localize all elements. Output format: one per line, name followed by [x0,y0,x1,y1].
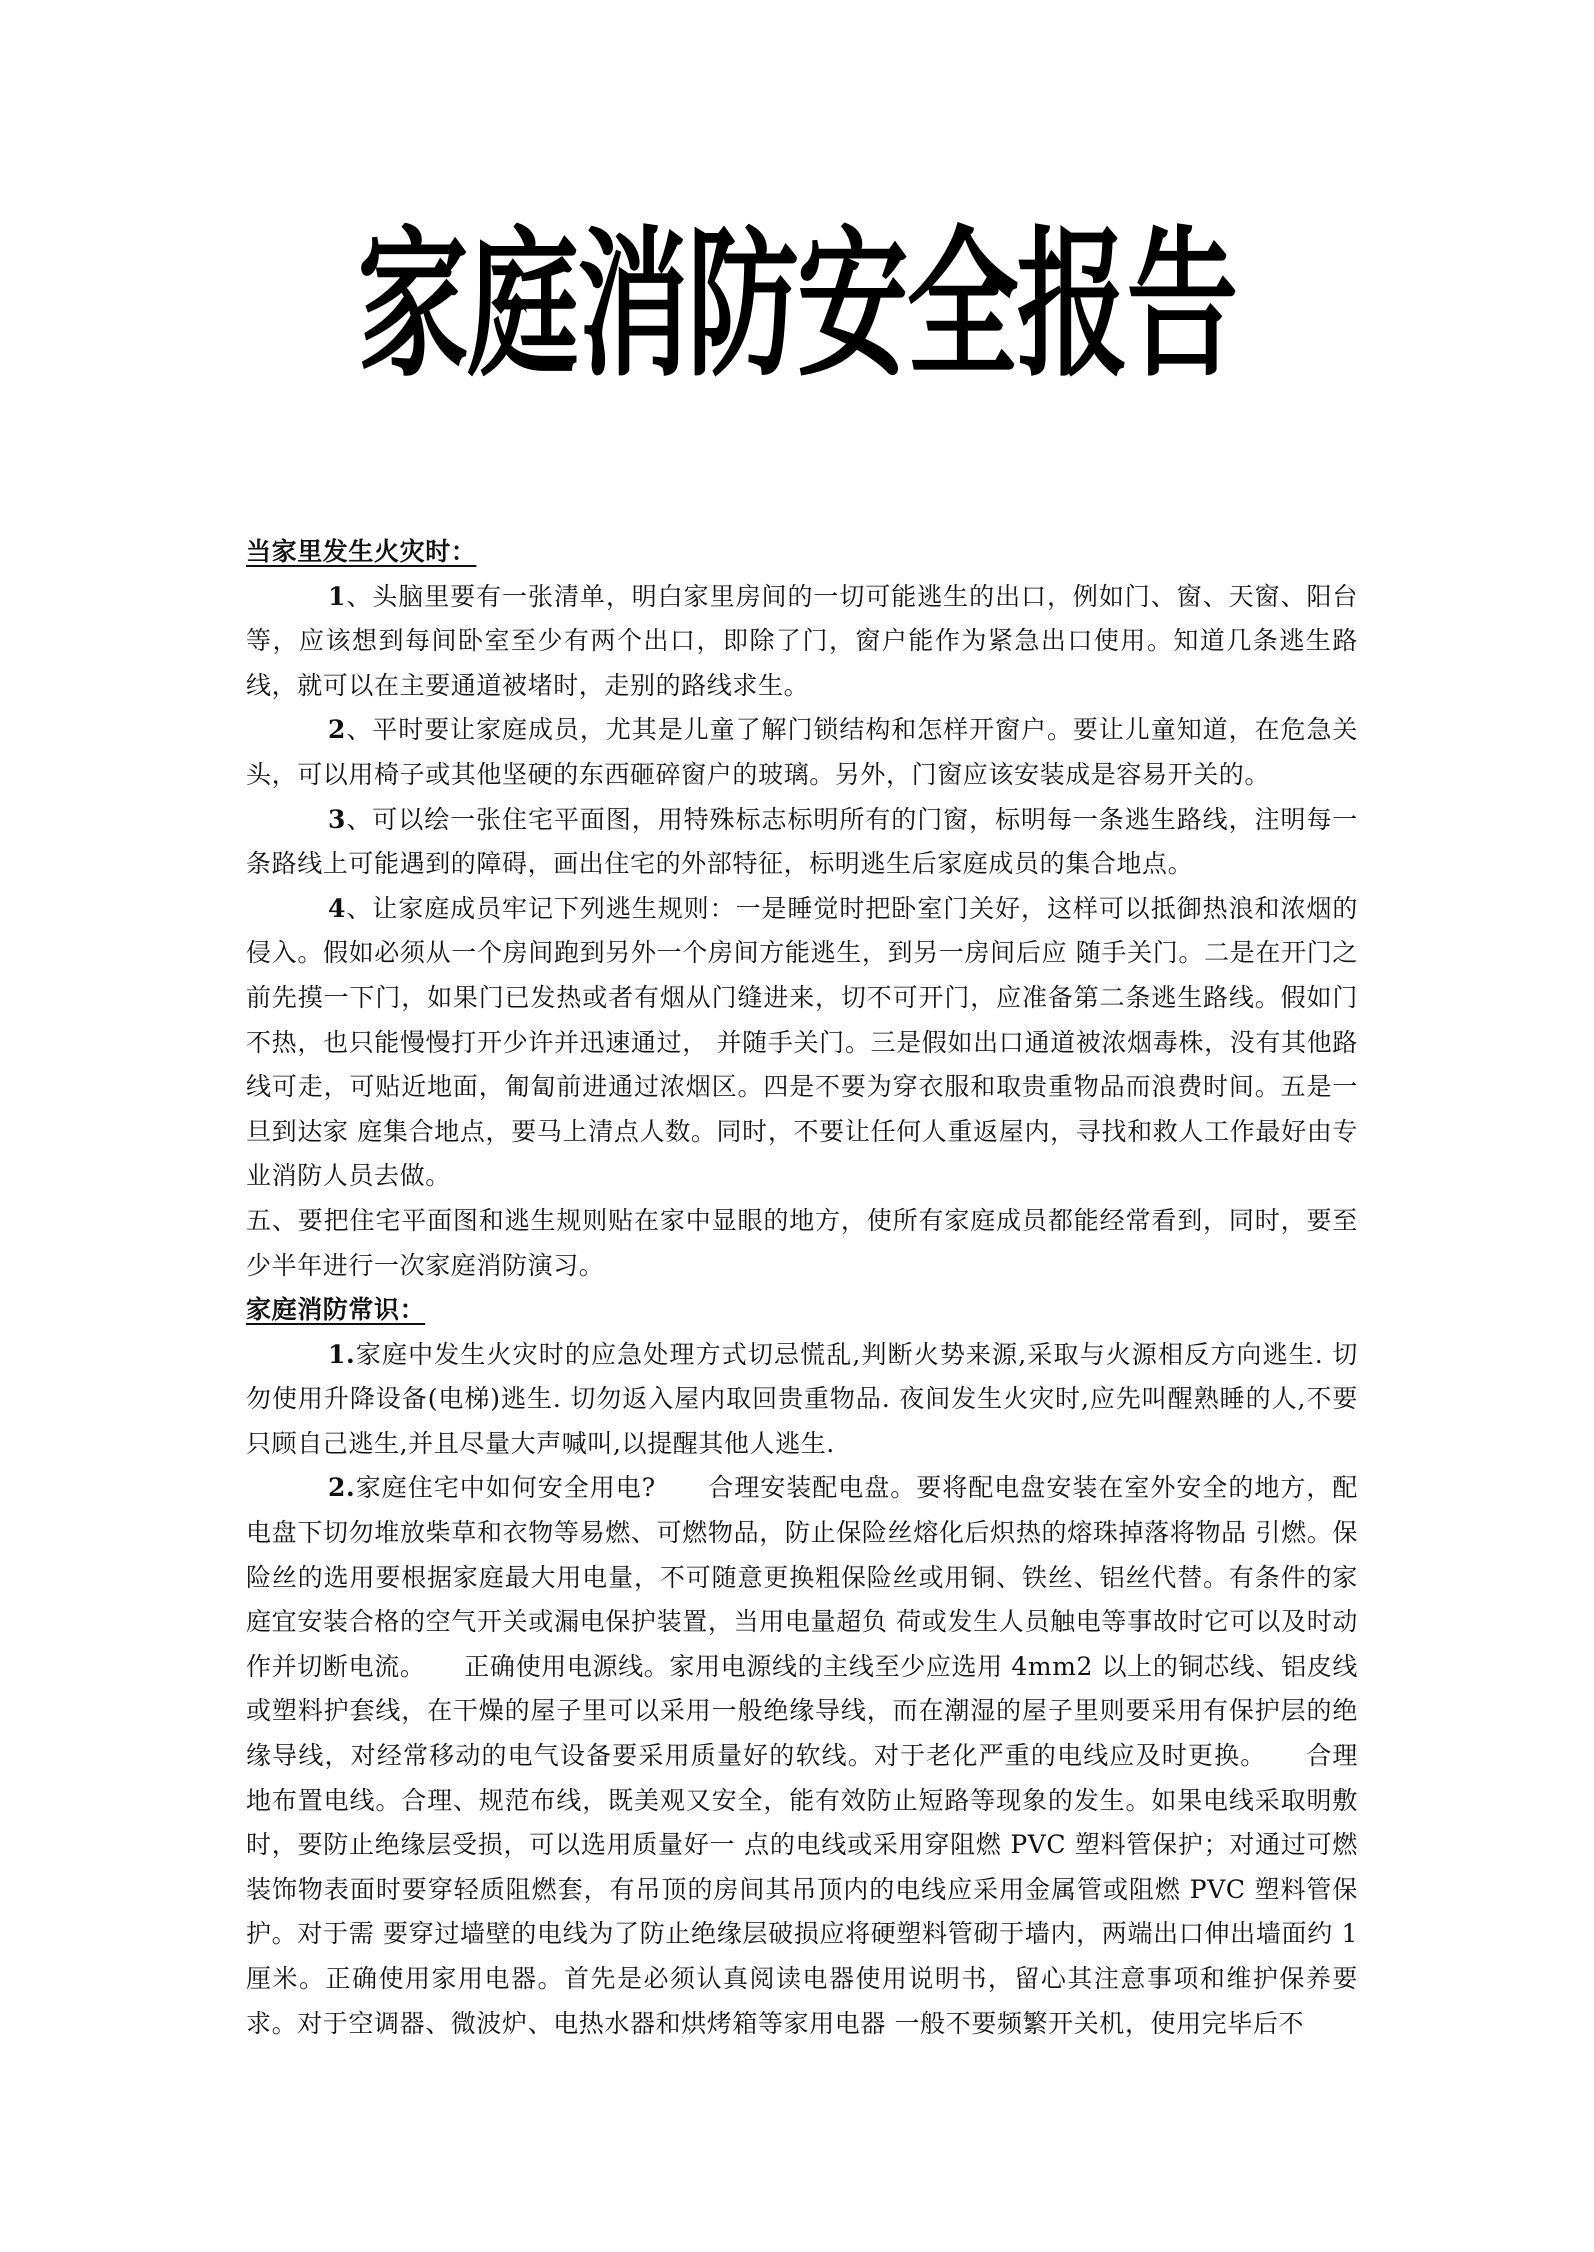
section-heading: 当家里发生火灾时： [246,537,477,566]
section-fire-at-home [246,530,1358,1288]
paragraph [246,708,1358,797]
paragraph-number: 2 [328,715,346,745]
paragraph-number: 1. [328,1339,356,1369]
document-title: 家庭消防安全报告 [357,212,1237,400]
paragraph [246,1333,1358,1467]
paragraph-text: 家庭住宅中如何安全用电? 合理安装配电盘。要将配电盘安装在室外安全的地方，配电盘下切勿堆放柴草和衣物等易燃、可燃物品，防止保险丝熔化后炽热的熔珠掉落将物品 引燃。保险丝的选用要根据家庭最大用电量，不可随意更换粗保险丝或用铜、铁丝、铝丝代替。有条件的家庭宜安装合格的空气开关或漏电保护装置，当用电量超负 荷或发生人员触电等事故时它可以及时动作并切断电流。 正确使用电源线。家用电源线的主线至少应选用 4mm2 以上的铜芯线、铝皮线或塑料护套线，在干燥的屋子里可以采用一般绝缘导线，而在潮湿的屋子里则要采用有保护层的绝缘导线，对经常移动的电气设备要采用质量好的软线。对于老化严重的电线应及时更换。 合理地布置电线。合理、规范布线，既美观又安全，能有效防止短路等现象的发生。如果电线采取明敷时，要防止绝缘层受损，可以选用质量好一 点的电线或采用穿阻燃 PVC 塑料管保护；对通过可燃装饰物表面时要穿轻质阻燃套，有吊顶的房间其吊顶内的电线应采用金属管或阻燃 PVC 塑料管保护。对于需 要穿过墙壁的电线为了防止绝缘层破损应将硬塑料管砌于墙内，两端出口伸出墙面约 1 厘米。正确使用家用电器。首先是必须认真阅读电器使用说明书，留心其注意事项和维护保养要求。对于空调器、微波炉、电热水器和烘烤箱等家用电器 一般不要频繁开关机，使用完毕后不 [246,1473,1358,2038]
paragraph-number: 3 [328,804,346,834]
paragraph [246,798,1358,887]
paragraph-text: 、让家庭成员牢记下列逃生规则：一是睡觉时把卧室门关好，这样可以抵御热浪和浓烟的侵入。假如必须从一个房间跑到另外一个房间方能逃生，到另一房间后应 随手关门。二是在开门之前先摸一下门，如果门已发热或者有烟从门缝进来，切不可开门，应准备第二条逃生路线。假如门不热，也只能慢慢打开少许并迅速通过， 并随手关门。三是假如出口通道被浓烟毒株，没有其他路线可走，可贴近地面，匍匐前进通过浓烟区。四是不要为穿衣服和取贵重物品而浪费时间。五是一旦到达家 庭集合地点，要马上清点人数。同时，不要让任何人重返屋内，寻找和救人工作最好由专业消防人员去做。 [246,893,1358,1191]
document-body [246,530,1358,2046]
section-heading: 家庭消防常识： [246,1295,426,1325]
paragraph [246,887,1358,1199]
paragraph-text: 、平时要让家庭成员，尤其是儿童了解门锁结构和怎样开窗户。要让儿童知道，在危急关头，可以用椅子或其他坚硬的东西砸碎窗户的玻璃。另外，门窗应该安装成是容易开关的。 [246,715,1358,789]
paragraph-number: 2. [328,1473,356,1503]
paragraph [246,1466,1358,2046]
section-home-fire-knowledge [246,1288,1358,2046]
paragraph-number: 4 [328,893,346,923]
paragraph [246,1199,1358,1288]
paragraph-text: 、可以绘一张住宅平面图，用特殊标志标明所有的门窗，标明每一条逃生路线，注明每一条路线上可能遇到的障碍，画出住宅的外部特征，标明逃生后家庭成员的集合地点。 [246,804,1358,879]
paragraph [246,575,1358,709]
paragraph-text: 家庭中发生火灾时的应急处理方式切忌慌乱,判断火势来源,采取与火源相反方向逃生. 切勿使用升降设备(电梯)逃生. 切勿返入屋内取回贵重物品. 夜间发生火灾时,应先叫醒熟睡的人,不要只顾自己逃生,并且尽量大声喊叫,以提醒其他人逃生. [246,1339,1358,1458]
paragraph-number: 1 [328,581,346,611]
paragraph-text: 、头脑里要有一张清单，明白家里房间的一切可能逃生的出口，例如门、窗、天窗、阳台等，应该想到每间卧室至少有两个出口，即除了门，窗户能作为紧急出口使用。知道几条逃生路线，就可以在主要通道被堵时，走别的路线求生。 [246,581,1358,700]
paragraph-text: 五、要把住宅平面图和逃生规则贴在家中显眼的地方，使所有家庭成员都能经常看到，同时，要至少半年进行一次家庭消防演习。 [246,1205,1358,1280]
